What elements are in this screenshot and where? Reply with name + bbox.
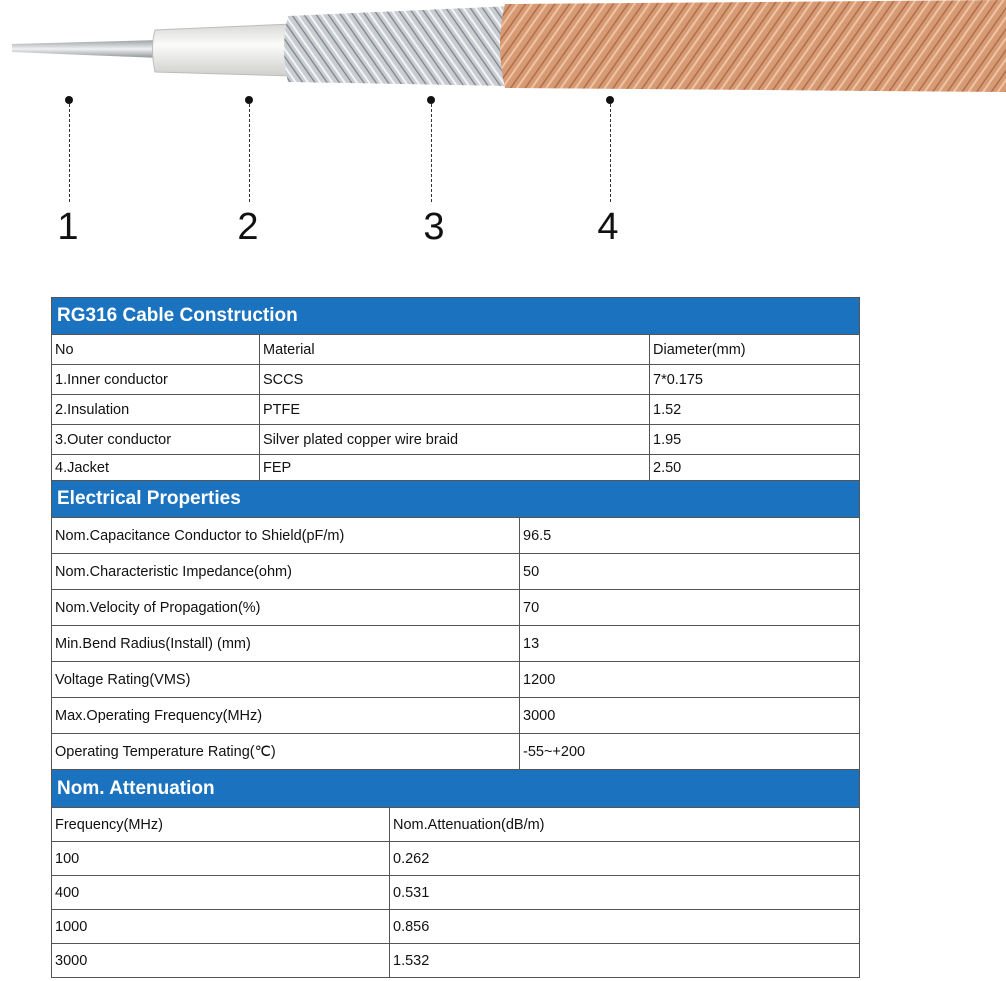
attenuation-title: Nom. Attenuation [52, 770, 860, 808]
table-cell: 3000 [520, 698, 860, 734]
table-cell: 2.50 [650, 455, 860, 481]
header-cell: Diameter(mm) [650, 335, 860, 365]
electrical-title: Electrical Properties [52, 481, 860, 518]
table-cell: 4.Jacket [52, 455, 260, 481]
insulation-shape [153, 24, 293, 76]
table-cell: 96.5 [520, 518, 860, 554]
table-cell: 1.52 [650, 395, 860, 425]
marker-label-2: 2 [237, 206, 259, 248]
table-row [52, 910, 860, 944]
table-cell: Silver plated copper wire braid [260, 425, 650, 455]
table-cell: Max.Operating Frequency(MHz) [52, 698, 520, 734]
table-cell: 1.532 [390, 944, 860, 978]
table-cell: 1.95 [650, 425, 860, 455]
table-cell: 7*0.175 [650, 365, 860, 395]
table-row [52, 590, 860, 626]
table-cell: Voltage Rating(VMS) [52, 662, 520, 698]
table-cell: 0.531 [390, 876, 860, 910]
construction-table [51, 297, 860, 481]
outer-conductor-shape [284, 6, 512, 86]
table-cell: -55~+200 [520, 734, 860, 770]
table-row [52, 698, 860, 734]
table-cell: 1200 [520, 662, 860, 698]
marker-label-4: 4 [597, 206, 619, 248]
table-cell: 3000 [52, 944, 390, 978]
table-cell: 3.Outer conductor [52, 425, 260, 455]
table-header-row [52, 335, 860, 365]
table-cell: Nom.Velocity of Propagation(%) [52, 590, 520, 626]
table-cell: 2.Insulation [52, 395, 260, 425]
table-cell: Operating Temperature Rating(℃) [52, 734, 520, 770]
table-cell: 50 [520, 554, 860, 590]
table-cell: PTFE [260, 395, 650, 425]
attenuation-table [51, 769, 860, 978]
table-row [52, 662, 860, 698]
table-cell: Min.Bend Radius(Install) (mm) [52, 626, 520, 662]
table-row [52, 554, 860, 590]
construction-title: RG316 Cable Construction [52, 298, 860, 335]
header-cell: Nom.Attenuation(dB/m) [390, 808, 860, 842]
electrical-table [51, 480, 860, 770]
marker-label-1: 1 [57, 206, 79, 248]
table-row [52, 455, 860, 481]
header-cell: Material [260, 335, 650, 365]
table-cell: 0.856 [390, 910, 860, 944]
table-row [52, 734, 860, 770]
table-cell: FEP [260, 455, 650, 481]
table-row [52, 425, 860, 455]
table-cell: 100 [52, 842, 390, 876]
table-row [52, 842, 860, 876]
table-row [52, 365, 860, 395]
table-row [52, 395, 860, 425]
table-cell: 13 [520, 626, 860, 662]
table-row [52, 626, 860, 662]
table-cell: Nom.Capacitance Conductor to Shield(pF/m) [52, 518, 520, 554]
inner-conductor-shape [12, 40, 160, 58]
table-cell: 1000 [52, 910, 390, 944]
header-cell: Frequency(MHz) [52, 808, 390, 842]
marker-label-3: 3 [423, 206, 445, 248]
jacket-shape [500, 0, 1006, 92]
table-header-row [52, 808, 860, 842]
table-cell: 1.Inner conductor [52, 365, 260, 395]
table-cell: 400 [52, 876, 390, 910]
table-cell: SCCS [260, 365, 650, 395]
table-cell: 0.262 [390, 842, 860, 876]
header-cell: No [52, 335, 260, 365]
table-row [52, 518, 860, 554]
table-cell: Nom.Characteristic Impedance(ohm) [52, 554, 520, 590]
table-row [52, 944, 860, 978]
table-row [52, 876, 860, 910]
cable-illustration [0, 0, 1006, 110]
table-cell: 70 [520, 590, 860, 626]
